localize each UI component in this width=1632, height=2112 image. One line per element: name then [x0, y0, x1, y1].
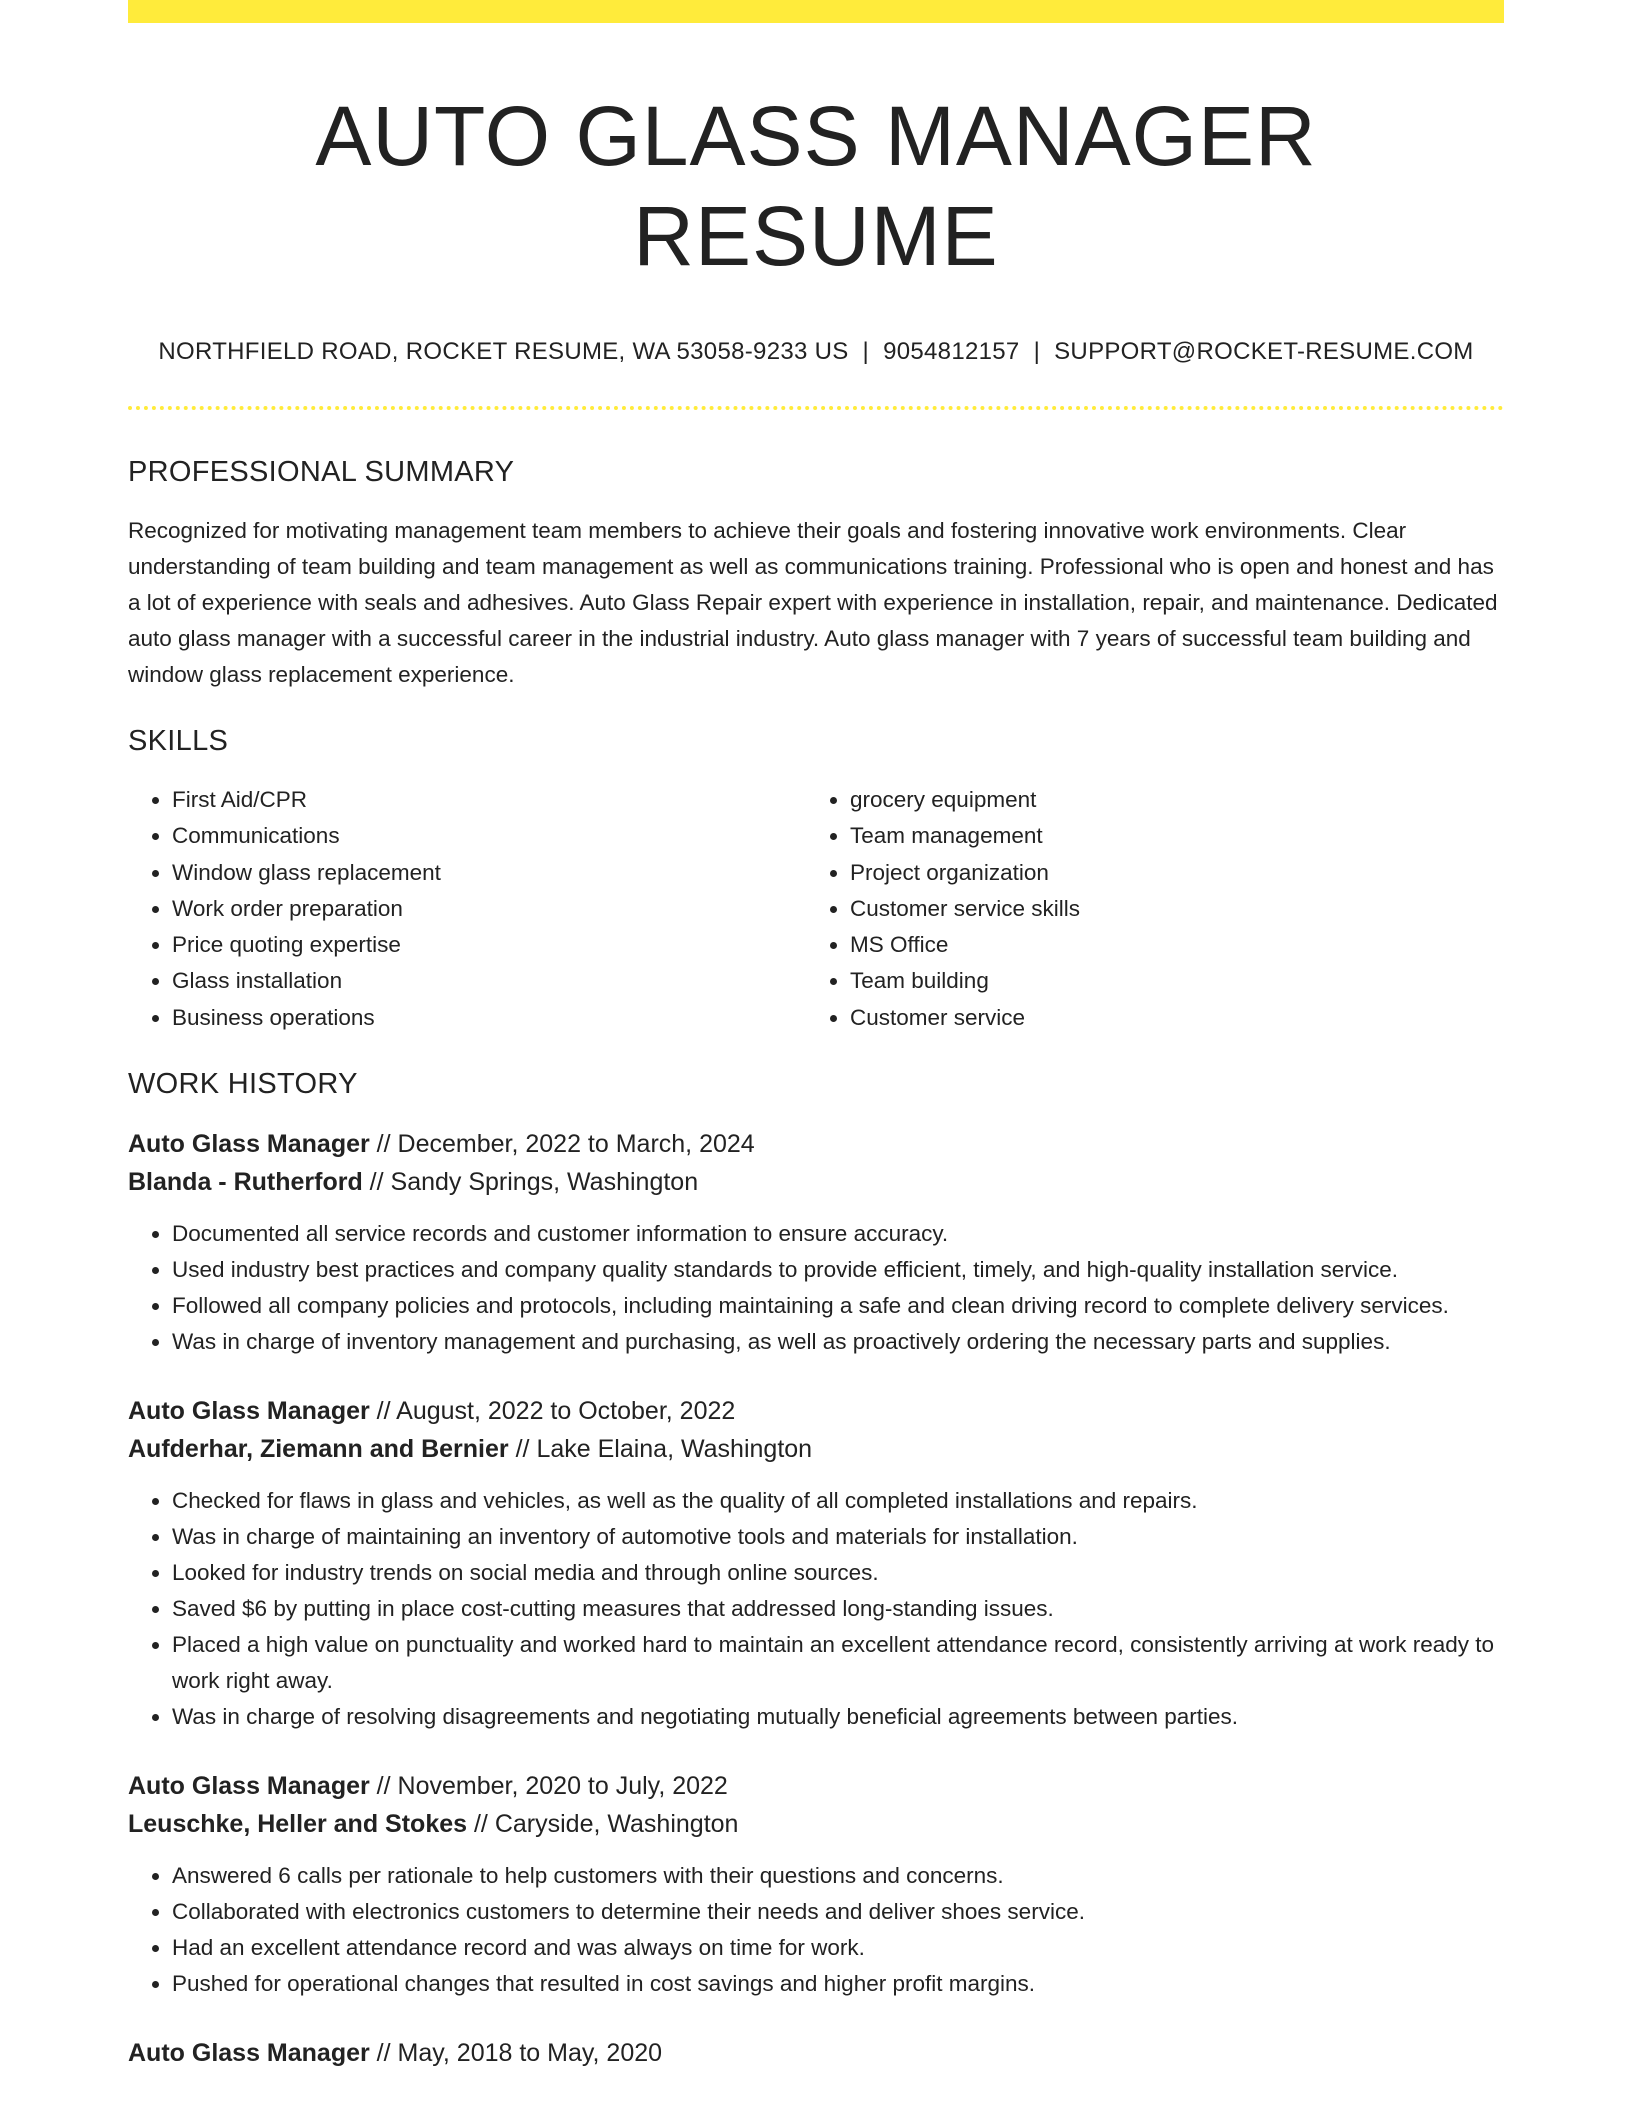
skills-heading: SKILLS: [128, 725, 229, 757]
job-bullet: • Followed all company policies and protocols, including maintaining a safe and clean driving record to complete delivery services.: [172, 1288, 1504, 1324]
job-company: Aufderhar, Ziemann and Bernier: [128, 1435, 509, 1464]
date-separator: //: [369, 1130, 398, 1159]
job-bullet: • Collaborated with electronics customers to determine their needs and deliver shoes service.: [172, 1894, 1504, 1930]
date-separator: //: [369, 1397, 397, 1426]
skill-item: • Project organization: [850, 855, 1484, 891]
job-company-line: [128, 1805, 1504, 1843]
job-bullet: • Checked for flaws in glass and vehicles, as well as the quality of all completed installations and repairs.: [172, 1483, 1504, 1519]
job-bullet: • Used industry best practices and company quality standards to provide efficient, timely, and high-quality installation service.: [172, 1252, 1504, 1288]
date-separator: //: [467, 1810, 495, 1839]
skill-item: • First Aid/CPR: [172, 782, 806, 818]
contact-separator: |: [862, 338, 870, 365]
work-history-heading: WORK HISTORY: [128, 1068, 358, 1101]
job-bullet: • Was in charge of resolving disagreements and negotiating mutually beneficial agreements between parties.: [172, 1699, 1504, 1735]
summary-text: Recognized for motivating management team members to achieve their goals and fostering innovative work environments. Clear understanding of team building and team management as well as communications training. Professional who is open and honest and has a lot of experience with seals and adhesives. Auto Glass Repair expert with experience in installation, repair, and maintenance. Dedicated auto glass manager with a successful career in the industrial industry. Auto glass manager with 7 years of successful team building and window glass replacement experience.: [128, 518, 1498, 687]
job-location: Sandy Springs, Washington: [390, 1168, 699, 1197]
job-entry: [128, 1767, 1504, 2002]
job-bullet: • Was in charge of maintaining an inventory of automotive tools and materials for installation.: [172, 1519, 1504, 1555]
skill-item: • MS Office: [850, 927, 1484, 963]
skill-item: • grocery equipment: [850, 782, 1484, 818]
job-company: Leuschke, Heller and Stokes: [128, 1810, 468, 1839]
job-bullet: • Looked for industry trends on social media and through online sources.: [172, 1555, 1504, 1591]
job-title-line: [128, 1392, 1504, 1430]
job-dates: May, 2018 to May, 2020: [397, 2039, 663, 2068]
contact-phone: 9054812157: [883, 338, 1020, 365]
job-dates: November, 2020 to July, 2022: [397, 1772, 728, 1801]
skill-item: • Customer service: [850, 1000, 1484, 1036]
date-separator: //: [362, 1168, 391, 1197]
job-bullet: • Documented all service records and customer information to ensure accuracy.: [172, 1216, 1504, 1252]
skill-item: • Work order preparation: [172, 891, 806, 927]
job-title: Auto Glass Manager: [128, 1772, 370, 1801]
job-bullet: • Had an excellent attendance record and was always on time for work.: [172, 1930, 1504, 1966]
job-bullet: • Saved $6 by putting in place cost-cutting measures that addressed long-standing issues.: [172, 1591, 1504, 1627]
job-dates: December, 2022 to March, 2024: [397, 1130, 755, 1159]
job-bullet: • Placed a high value on punctuality and worked hard to maintain an excellent attendance record, consistently arriving at work ready to work right away.: [172, 1627, 1504, 1699]
skills-list-left: [128, 782, 806, 1036]
job-company-line: [128, 1163, 1504, 1201]
job-location: Caryside, Washington: [494, 1810, 739, 1839]
job-title: Auto Glass Manager: [128, 1130, 370, 1159]
resume-title: AUTO GLASS MANAGER RESUME: [315, 89, 1317, 283]
contact-email: SUPPORT@ROCKET-RESUME.COM: [1054, 338, 1474, 365]
job-bullet: • Answered 6 calls per rationale to help customers with their questions and concerns.: [172, 1858, 1504, 1894]
job-bullets: [128, 1216, 1504, 1360]
date-separator: //: [369, 1772, 398, 1801]
work-history-list: [128, 1125, 1504, 2072]
job-bullets: [128, 1483, 1504, 1735]
date-separator: //: [369, 2039, 398, 2068]
contact-separator: |: [1033, 338, 1041, 365]
job-title-line: [128, 1767, 1504, 1805]
job-company-line: [128, 1430, 1504, 1468]
job-title: Auto Glass Manager: [128, 2039, 370, 2068]
job-title: Auto Glass Manager: [128, 1397, 370, 1426]
job-entry: [128, 2034, 1504, 2072]
dotted-divider: [128, 406, 1504, 410]
summary-heading: PROFESSIONAL SUMMARY: [128, 456, 515, 488]
skill-item: • Team management: [850, 818, 1484, 854]
job-bullets: [128, 1858, 1504, 2002]
skill-item: • Window glass replacement: [172, 855, 806, 891]
resume-page: [128, 0, 1504, 2112]
job-bullet: • Pushed for operational changes that resulted in cost savings and higher profit margins.: [172, 1966, 1504, 2002]
skills-list-right: [806, 782, 1484, 1036]
contact-address: NORTHFIELD ROAD, ROCKET RESUME, WA 53058-9233 US: [158, 338, 849, 365]
accent-top-bar: [128, 0, 1504, 23]
skill-item: • Communications: [172, 818, 806, 854]
skill-item: • Team building: [850, 963, 1484, 999]
skill-item: • Customer service skills: [850, 891, 1484, 927]
contact-line: [128, 337, 1504, 367]
skill-item: • Business operations: [172, 1000, 806, 1036]
skill-item: • Price quoting expertise: [172, 927, 806, 963]
job-company: Blanda - Rutherford: [128, 1168, 363, 1197]
job-entry: [128, 1125, 1504, 1360]
skills-columns: [128, 782, 1504, 1036]
date-separator: //: [508, 1435, 537, 1464]
job-entry: [128, 1392, 1504, 1735]
skill-item: • Glass installation: [172, 963, 806, 999]
job-bullet: • Was in charge of inventory management and purchasing, as well as proactively ordering the necessary parts and supplies.: [172, 1324, 1504, 1360]
job-location: Lake Elaina, Washington: [536, 1435, 813, 1464]
job-dates: August, 2022 to October, 2022: [396, 1397, 736, 1426]
job-title-line: [128, 1125, 1504, 1163]
job-title-line: [128, 2034, 1504, 2072]
